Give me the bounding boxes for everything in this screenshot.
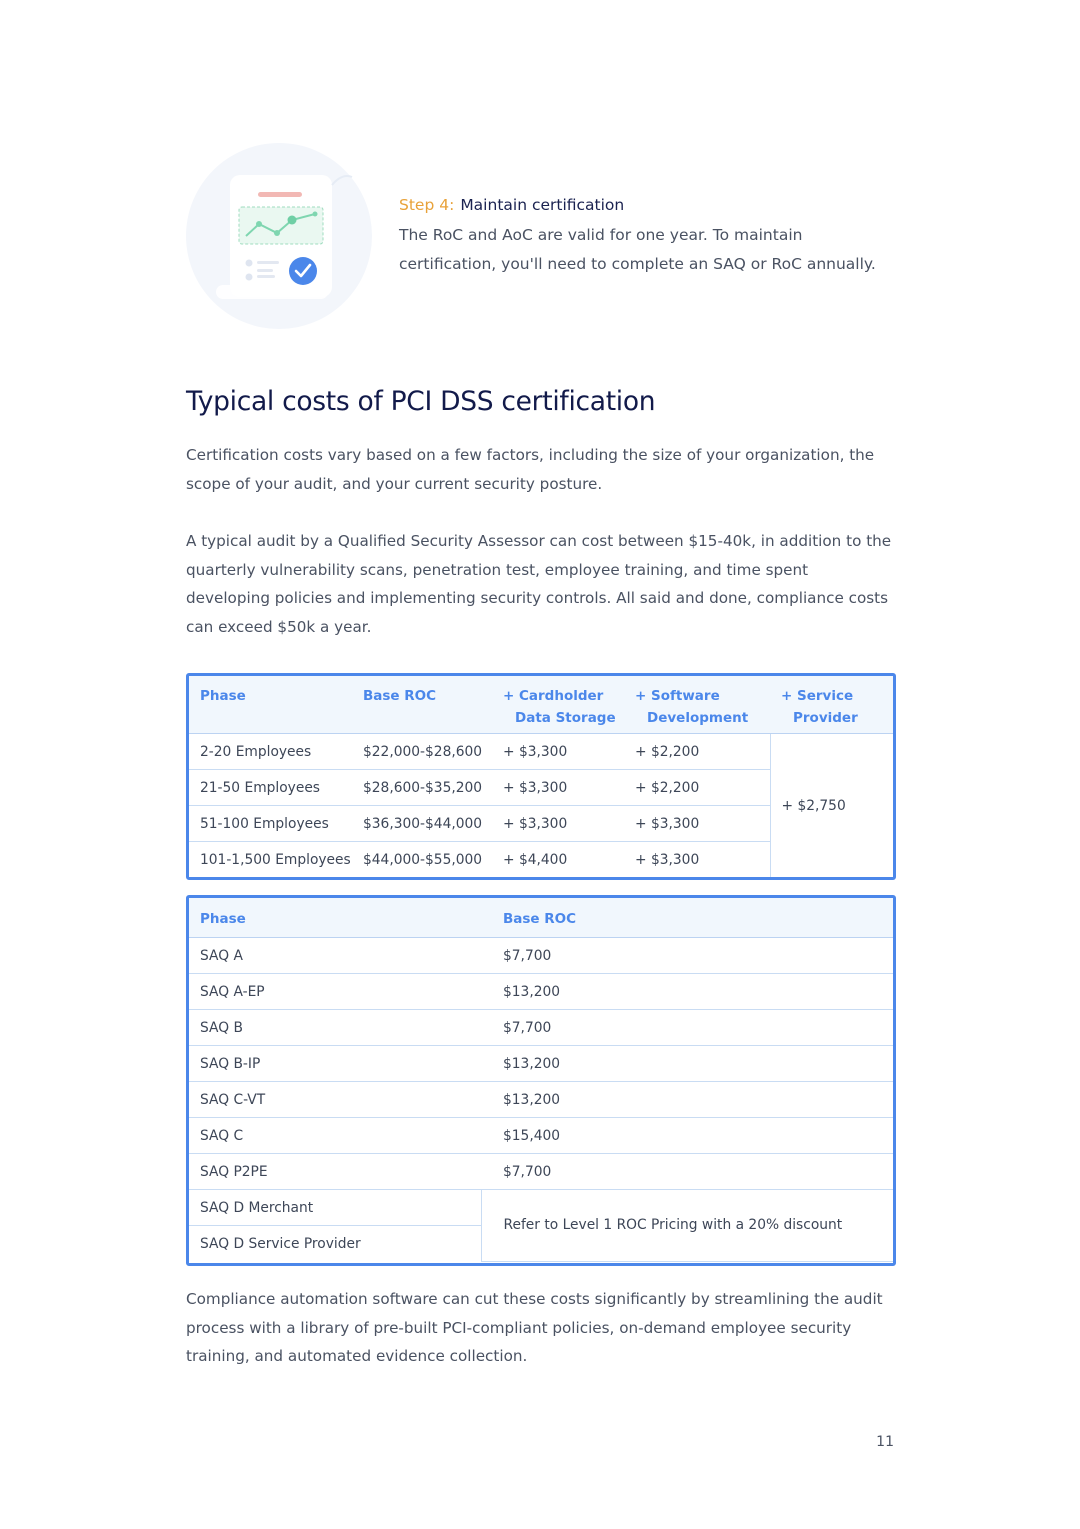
table-row [189, 974, 893, 1010]
cell-base-roc: $28,600-$35,200 [352, 770, 492, 806]
table-row [189, 1046, 893, 1082]
step-title: Maintain certification [460, 196, 625, 214]
automation-paragraph: Compliance automation software can cut these costs significantly by streamlining the audit process with a library of pre-built PCI-compliant policies, on-demand employee security training, and automated evidence collection. [186, 1290, 883, 1366]
cell-software: + $2,200 [624, 734, 770, 770]
step-text [399, 195, 894, 279]
table-header-row [189, 676, 893, 734]
roc-pricing-table [186, 673, 896, 880]
table-row [189, 1190, 893, 1226]
cell-phase: 51-100 Employees [189, 806, 352, 842]
cell-phase: SAQ A-EP [189, 974, 481, 1010]
header-phase: Phase [189, 898, 481, 938]
cell-base-roc: $36,300-$44,000 [352, 806, 492, 842]
header-line: Data Storage [515, 709, 616, 726]
cell-base-roc: $7,700 [481, 1154, 893, 1190]
step-label: Step 4: [399, 196, 455, 214]
cell-phase: SAQ B-IP [189, 1046, 481, 1082]
table-row [189, 1154, 893, 1190]
cell-base-roc: $7,700 [481, 1010, 893, 1046]
header-base-roc: Base ROC [481, 898, 893, 938]
table-row [189, 1010, 893, 1046]
step-heading [399, 195, 894, 215]
header-line: Development [647, 709, 749, 726]
header-line: + Cardholder [503, 688, 604, 704]
table-row [189, 734, 893, 770]
cell-base-roc: $44,000-$55,000 [363, 851, 483, 868]
cell-cardholder: + $4,400 [503, 851, 568, 868]
header-cardholder-data-storage [492, 676, 624, 734]
cell-phase: 101-1,500 Employees [200, 851, 351, 868]
cell-phase: SAQ B [189, 1010, 481, 1046]
table-row [189, 1118, 893, 1154]
cell-phase: SAQ D Service Provider [200, 1235, 361, 1252]
cell-phase: SAQ D Merchant [189, 1190, 481, 1226]
cell-base-roc: $13,200 [481, 974, 893, 1010]
cell-cardholder: + $3,300 [492, 734, 624, 770]
cell-phase: SAQ C [189, 1118, 481, 1154]
cell-software: + $2,200 [624, 770, 770, 806]
table-row [189, 1082, 893, 1118]
cell-phase: SAQ P2PE [189, 1154, 481, 1190]
table-header-row [189, 898, 893, 938]
cell-base-roc: $22,000-$28,600 [352, 734, 492, 770]
cell-phase: 21-50 Employees [189, 770, 352, 806]
header-base-roc: Base ROC [352, 676, 492, 734]
page-number: 11 [876, 1434, 894, 1450]
cell-phase: SAQ C-VT [189, 1082, 481, 1118]
table-row [189, 938, 893, 974]
header-line: + Service [781, 688, 854, 704]
intro-paragraph: Certification costs vary based on a few factors, including the size of your organization, the scope of your audit, and your current security posture. [186, 446, 875, 493]
cell-phase: SAQ A [189, 938, 481, 974]
header-line: + Software [635, 688, 720, 704]
step-4-section [186, 143, 894, 330]
cell-base-roc: $13,200 [481, 1046, 893, 1082]
cell-software: + $3,300 [635, 851, 700, 868]
cell-merged-note: Refer to Level 1 ROC Pricing with a 20% discount [481, 1190, 893, 1262]
header-software-development [624, 676, 770, 734]
header-line: Provider [793, 709, 858, 726]
cell-service-provider: + $2,750 [770, 734, 893, 878]
cell-base-roc: $15,400 [481, 1118, 893, 1154]
cell-cardholder: + $3,300 [492, 770, 624, 806]
cell-phase: 2-20 Employees [189, 734, 352, 770]
saq-pricing-table [186, 895, 896, 1266]
section-heading: Typical costs of PCI DSS certification [186, 386, 656, 417]
header-service-provider [770, 676, 893, 734]
certificate-illustration-icon [186, 143, 373, 330]
audit-cost-paragraph: A typical audit by a Qualified Security Assessor can cost between $15-40k, in addition to the quarterly vulnerability scans, penetration test, employee training, and time spent developing policies and implementing security controls. All said and done, compliance costs can exceed $50k a year. [186, 532, 892, 636]
step-body: The RoC and AoC are valid for one year. To maintain certification, you'll need to complete an SAQ or RoC annually. [399, 226, 876, 273]
cell-base-roc: $13,200 [481, 1082, 893, 1118]
cell-base-roc: $7,700 [481, 938, 893, 974]
cell-software: + $3,300 [624, 806, 770, 842]
cell-cardholder: + $3,300 [492, 806, 624, 842]
header-phase: Phase [189, 676, 352, 734]
